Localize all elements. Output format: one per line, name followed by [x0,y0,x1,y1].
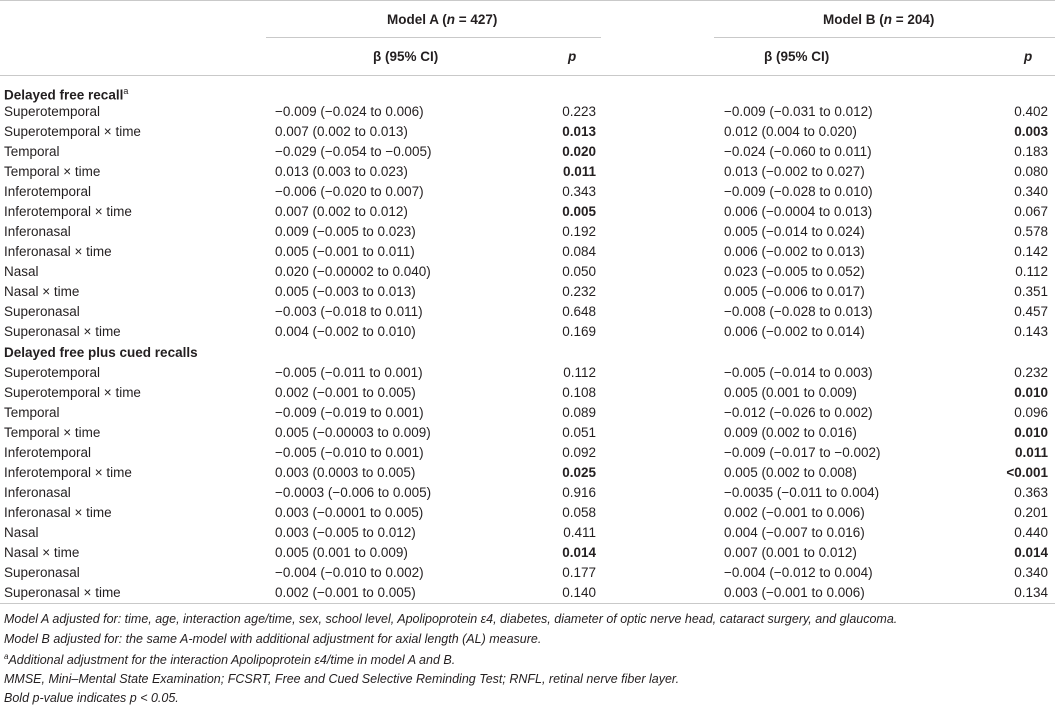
row-label: Nasal [4,525,39,540]
footnote-marker: a [123,86,129,96]
model-b-beta-ci: 0.005 (0.001 to 0.009) [724,385,857,400]
section-title [4,84,128,103]
model-a-suffix: = 427) [455,12,498,27]
table-row [0,462,1055,482]
table-row [0,161,1055,181]
table-row [0,482,1055,502]
model-a-beta-ci: −0.006 (−0.020 to 0.007) [275,184,424,199]
model-a-p-value: 0.050 [562,264,596,279]
model-b-p-value: 0.440 [1014,525,1048,540]
model-a-beta-ci: 0.005 (−0.00003 to 0.009) [275,425,431,440]
model-a-p-value: 0.089 [562,405,596,420]
row-label: Superonasal [4,304,80,319]
model-a-p-header [568,49,576,64]
model-b-header [823,12,934,27]
model-a-p-value: 0.013 [562,124,596,139]
model-b-beta-ci: 0.002 (−0.001 to 0.006) [724,505,865,520]
table-row [0,362,1055,382]
model-a-p-value: 0.112 [563,365,596,380]
model-a-p-value: 0.051 [562,425,596,440]
table-row [0,402,1055,422]
row-label: Inferonasal × time [4,244,112,259]
row-label: Nasal [4,264,39,279]
row-label: Superonasal × time [4,585,121,600]
row-label: Inferonasal [4,224,71,239]
model-a-beta-ci: −0.004 (−0.010 to 0.002) [275,565,424,580]
model-a-beta-ci: 0.005 (0.001 to 0.009) [275,545,408,560]
row-label: Superotemporal × time [4,124,141,139]
model-b-p-value: <0.001 [1006,465,1048,480]
model-a-n: n [446,12,455,27]
model-a-p-value: 0.411 [563,525,596,540]
model-b-beta-ci: 0.009 (0.002 to 0.016) [724,425,857,440]
model-b-p-label: p [1024,49,1033,64]
model-b-beta-ci: 0.006 (−0.0004 to 0.013) [724,204,873,219]
model-b-p-value: 0.112 [1015,264,1048,279]
model-a-beta-ci: 0.009 (−0.005 to 0.023) [275,224,416,239]
model-b-beta-ci: 0.023 (−0.005 to 0.052) [724,264,865,279]
model-b-p-value: 0.402 [1014,104,1048,119]
model-a-p-value: 0.005 [562,204,596,219]
model-b-p-value: 0.134 [1014,585,1048,600]
model-a-p-value: 0.177 [562,565,596,580]
row-label: Inferotemporal [4,445,92,460]
table-row [0,101,1055,121]
model-b-beta-ci: 0.006 (−0.002 to 0.013) [724,244,865,259]
row-label: Nasal × time [4,284,80,299]
model-b-p-value: 0.457 [1014,304,1048,319]
model-a-beta-ci: 0.003 (−0.0001 to 0.005) [275,505,424,520]
model-b-beta-ci: 0.013 (−0.002 to 0.027) [724,164,865,179]
section-title: Delayed free plus cued recalls [4,345,198,360]
model-b-beta-ci: −0.0035 (−0.011 to 0.004) [724,485,880,500]
model-a-beta-ci: −0.0003 (−0.006 to 0.005) [275,485,432,500]
model-b-beta-ci: −0.009 (−0.017 to −0.002) [724,445,881,460]
model-b-p-value: 0.340 [1014,184,1048,199]
table-row [0,301,1055,321]
model-a-spanner-rule [266,37,601,38]
model-b-p-value: 0.003 [1014,124,1048,139]
model-a-beta-ci: −0.009 (−0.024 to 0.006) [275,104,424,119]
model-a-beta-ci: −0.003 (−0.018 to 0.011) [275,304,423,319]
model-b-p-value: 0.232 [1014,365,1048,380]
table-row [0,241,1055,261]
section-header [0,81,1055,101]
model-b-p-value: 0.010 [1014,385,1048,400]
model-b-p-value: 0.363 [1014,485,1048,500]
row-label: Nasal × time [4,545,80,560]
model-a-header [387,12,497,27]
model-a-beta-ci: 0.007 (0.002 to 0.012) [275,204,408,219]
table-row [0,522,1055,542]
row-label: Temporal [4,144,60,159]
header-bottom-rule [0,75,1055,76]
model-a-p-value: 0.343 [562,184,596,199]
model-a-p-value: 0.169 [562,324,596,339]
row-label: Superonasal [4,565,80,580]
table-row [0,582,1055,602]
model-b-beta-ci: 0.005 (−0.006 to 0.017) [724,284,865,299]
row-label: Superotemporal [4,365,101,380]
model-b-p-value: 0.340 [1014,565,1048,580]
table-row [0,422,1055,442]
model-b-p-value: 0.351 [1014,284,1048,299]
model-a-p-value: 0.223 [562,104,596,119]
model-b-beta-ci: 0.006 (−0.002 to 0.014) [724,324,865,339]
model-a-beta-ci: 0.020 (−0.00002 to 0.040) [275,264,431,279]
model-a-beta-ci: 0.005 (−0.001 to 0.011) [275,244,415,259]
footnote-a-text: Additional adjustment for the interaction Apolipoprotein ε4/time in model A and B. [8,653,456,668]
row-label: Temporal [4,405,60,420]
model-a-beta-ci: 0.003 (0.0003 to 0.005) [275,465,416,480]
model-b-p-value: 0.010 [1014,425,1048,440]
model-b-p-value: 0.014 [1014,545,1048,560]
model-a-beta-ci: −0.005 (−0.011 to 0.001) [275,365,423,380]
top-rule [0,0,1055,1]
model-a-beta-header: β (95% CI) [373,49,439,64]
model-b-suffix: = 204) [892,12,935,27]
row-label: Inferotemporal × time [4,465,132,480]
table-row [0,382,1055,402]
table-row [0,442,1055,462]
row-label: Superotemporal × time [4,385,141,400]
footnote-model-a: Model A adjusted for: time, age, interaction age/time, sex, school level, Apolipoprotein ε4, diabetes, diameter of optic nerve head, cataract surgery, and glaucoma. [4,612,898,626]
model-a-p-value: 0.092 [562,445,596,460]
model-a-beta-ci: 0.003 (−0.005 to 0.012) [275,525,416,540]
model-b-prefix: Model B ( [823,12,884,27]
model-a-p-value: 0.140 [562,585,596,600]
model-a-beta-ci: 0.002 (−0.001 to 0.005) [275,585,416,600]
model-b-beta-ci: −0.009 (−0.031 to 0.012) [724,104,873,119]
model-b-p-value: 0.201 [1014,505,1048,520]
model-a-beta-ci: 0.007 (0.002 to 0.013) [275,124,408,139]
model-a-beta-ci: 0.005 (−0.003 to 0.013) [275,284,416,299]
model-b-n: n [883,12,892,27]
table-row [0,141,1055,161]
section-header [0,342,1055,362]
model-a-prefix: Model A ( [387,12,447,27]
model-b-beta-ci: −0.009 (−0.028 to 0.010) [724,184,873,199]
row-label: Inferonasal × time [4,505,112,520]
footnote-bold: Bold p-value indicates p < 0.05. [4,691,179,705]
footnote-model-b: Model B adjusted for: the same A-model with additional adjustment for axial length (AL) measure. [4,632,542,646]
table-row [0,502,1055,522]
table-bottom-rule [0,603,1055,604]
row-label: Temporal × time [4,164,101,179]
footnote-abbreviations: MMSE, Mini–Mental State Examination; FCSRT, Free and Cued Selective Reminding Test; RNFL, retinal nerve fiber layer. [4,672,680,686]
footnote-a [4,652,455,667]
table-row [0,181,1055,201]
model-b-p-value: 0.183 [1014,144,1048,159]
row-label: Inferotemporal × time [4,204,132,219]
model-b-spanner-rule [714,37,1055,38]
model-b-beta-ci: 0.003 (−0.001 to 0.006) [724,585,865,600]
table-row [0,562,1055,582]
section-title-text: Delayed free recall [4,87,124,103]
row-label: Superonasal × time [4,324,121,339]
table-row [0,221,1055,241]
model-b-beta-header: β (95% CI) [764,49,830,64]
model-a-p-label: p [568,49,577,64]
model-b-beta-ci: 0.005 (−0.014 to 0.024) [724,224,865,239]
table-row [0,201,1055,221]
model-b-p-value: 0.578 [1014,224,1048,239]
model-a-beta-ci: 0.002 (−0.001 to 0.005) [275,385,416,400]
model-a-p-value: 0.084 [562,244,596,259]
row-label: Superotemporal [4,104,101,119]
table-row [0,261,1055,281]
model-b-p-value: 0.096 [1014,405,1048,420]
model-b-p-value: 0.142 [1014,244,1048,259]
model-b-beta-ci: 0.012 (0.004 to 0.020) [724,124,857,139]
model-b-p-value: 0.011 [1014,445,1048,460]
model-b-p-value: 0.143 [1014,324,1048,339]
table-row [0,281,1055,301]
model-b-p-value: 0.080 [1014,164,1048,179]
model-a-p-value: 0.014 [562,545,596,560]
model-a-beta-ci: −0.009 (−0.019 to 0.001) [275,405,424,420]
row-label: Inferonasal [4,485,71,500]
model-a-p-value: 0.648 [562,304,596,319]
model-b-beta-ci: −0.012 (−0.026 to 0.002) [724,405,873,420]
model-b-beta-ci: 0.005 (0.002 to 0.008) [724,465,857,480]
model-a-p-value: 0.058 [562,505,596,520]
model-b-p-value: 0.067 [1014,204,1048,219]
row-label: Inferotemporal [4,184,92,199]
table-row [0,121,1055,141]
model-b-beta-ci: −0.005 (−0.014 to 0.003) [724,365,873,380]
footnote-a-mark: a [4,652,9,661]
model-b-beta-ci: −0.024 (−0.060 to 0.011) [724,144,872,159]
model-a-p-value: 0.232 [562,284,596,299]
model-a-p-value: 0.192 [562,224,596,239]
model-a-beta-ci: −0.005 (−0.010 to 0.001) [275,445,424,460]
table-row [0,542,1055,562]
model-b-p-header [1024,49,1032,64]
model-b-beta-ci: 0.004 (−0.007 to 0.016) [724,525,865,540]
model-a-p-value: 0.025 [562,465,596,480]
model-a-beta-ci: −0.029 (−0.054 to −0.005) [275,144,432,159]
model-a-p-value: 0.020 [562,144,596,159]
model-a-p-value: 0.011 [562,164,596,179]
model-a-p-value: 0.916 [562,485,596,500]
model-a-beta-ci: 0.013 (0.003 to 0.023) [275,164,408,179]
row-label: Temporal × time [4,425,101,440]
model-a-beta-ci: 0.004 (−0.002 to 0.010) [275,324,416,339]
model-b-beta-ci: 0.007 (0.001 to 0.012) [724,545,857,560]
model-a-p-value: 0.108 [562,385,596,400]
model-b-beta-ci: −0.004 (−0.012 to 0.004) [724,565,873,580]
model-b-beta-ci: −0.008 (−0.028 to 0.013) [724,304,873,319]
table-row [0,321,1055,341]
